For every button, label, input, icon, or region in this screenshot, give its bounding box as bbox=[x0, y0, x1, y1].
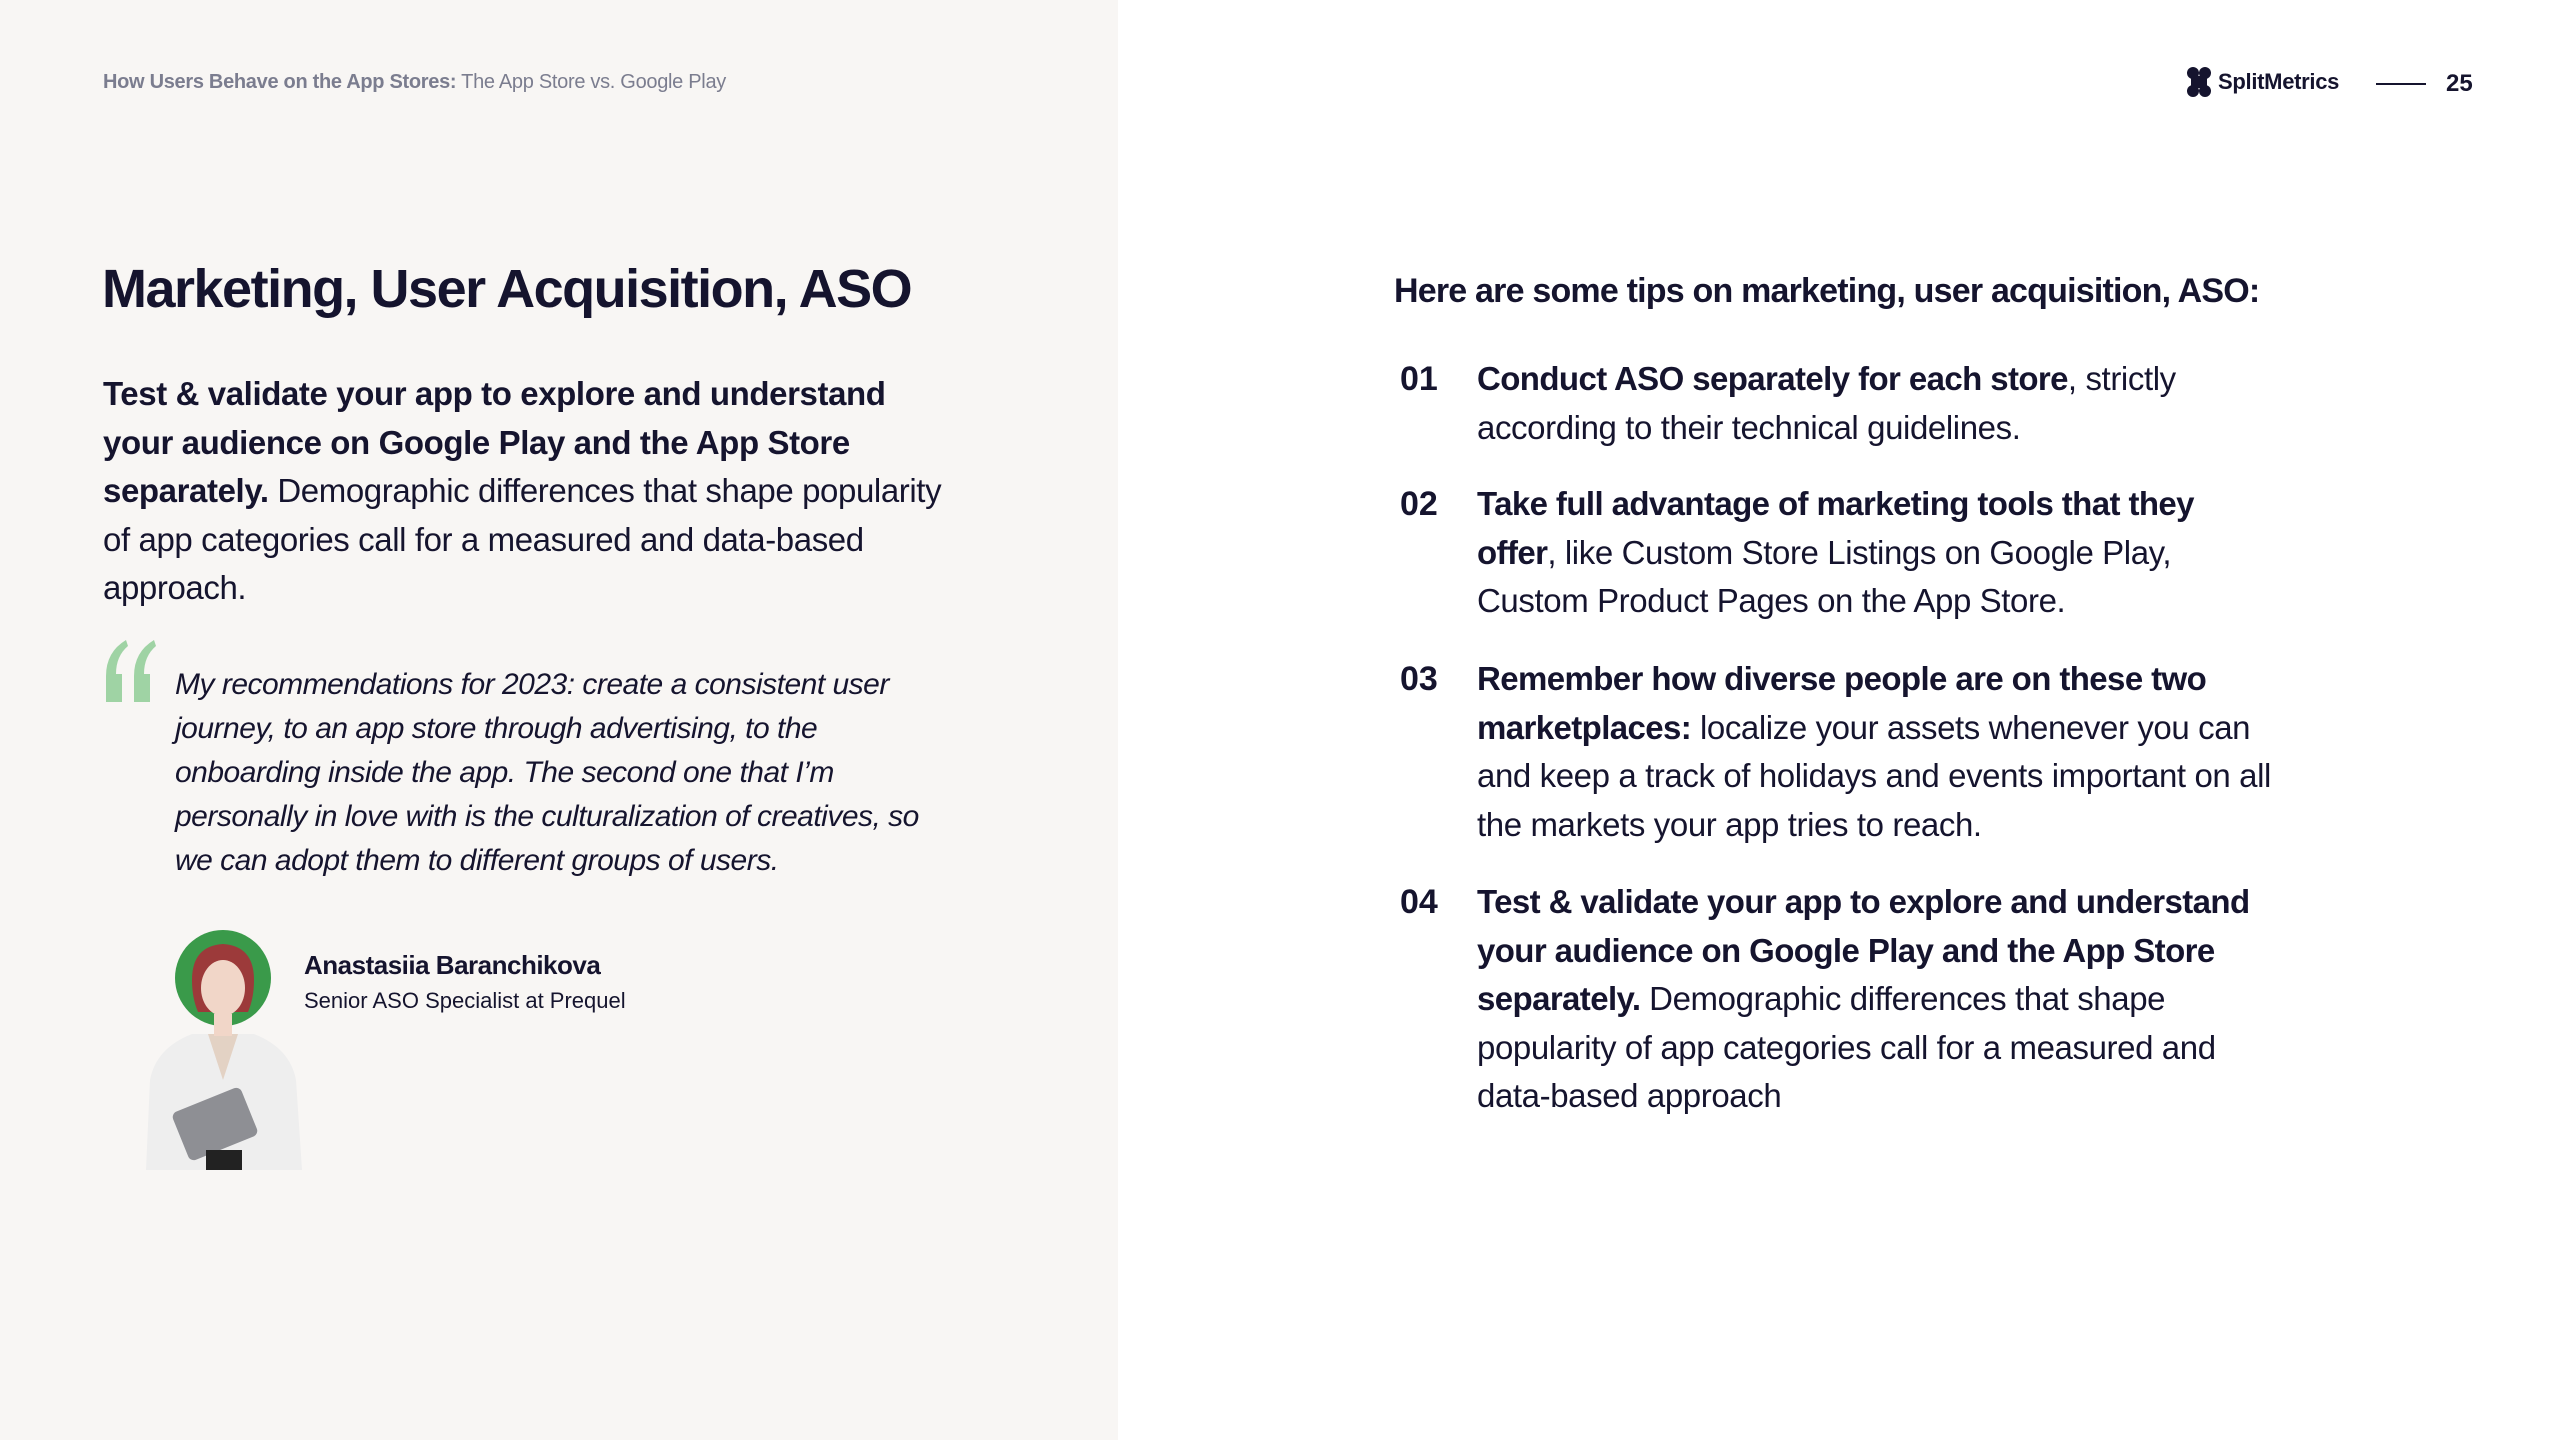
brand-name: SplitMetrics bbox=[2218, 69, 2340, 94]
tips-title: Here are some tips on marketing, user acquisition, ASO: bbox=[1394, 272, 2260, 310]
intro-paragraph bbox=[103, 370, 963, 613]
quote-text: My recommendations for 2023: create a consistent user journey, to an app store through advertising, to the onboarding inside the app. The second one that I’m personally in love with is the culturalization of creatives, so we can adopt them to different groups of users. bbox=[175, 668, 919, 877]
tip-text bbox=[1477, 355, 2277, 452]
tip-bold: Take full advantage of marketing tools that they offer bbox=[1477, 485, 2194, 571]
tip-text bbox=[1477, 480, 2277, 626]
header-divider bbox=[2376, 83, 2426, 85]
breadcrumb-rest: The App Store vs. Google Play bbox=[456, 71, 726, 93]
tip-rest: , strictly according to their technical guidelines. bbox=[1477, 360, 2176, 446]
page-title: Marketing, User Acquisition, ASO bbox=[102, 259, 912, 319]
intro-bold: Test & validate your app to explore and understand your audience on Google Play and the App Store separately. bbox=[103, 375, 886, 509]
tip-number: 04 bbox=[1400, 883, 1438, 921]
tip-rest: localize your assets whenever you can and keep a track of holidays and events important on all the markets your app tries to reach. bbox=[1477, 708, 2271, 843]
brand bbox=[2186, 66, 2339, 98]
breadcrumb bbox=[103, 71, 726, 94]
tip-bold: Test & validate your app to explore and understand your audience on Google Play and the App Store separately. bbox=[1477, 883, 2250, 1017]
splitmetrics-logo-icon bbox=[2186, 66, 2212, 98]
author-name: Anastasiia Baranchikova bbox=[304, 950, 601, 980]
tip-number: 03 bbox=[1400, 660, 1438, 698]
tip-text bbox=[1477, 878, 2277, 1121]
tip-number: 02 bbox=[1400, 485, 1438, 523]
tip-text bbox=[1477, 655, 2277, 849]
tip-number: 01 bbox=[1400, 360, 1438, 398]
intro-rest: Demographic differences that shape popularity of app categories call for a measured and data-based approach. bbox=[103, 472, 942, 606]
tip-bold: Remember how diverse people are on these two marketplaces: bbox=[1477, 660, 2207, 746]
breadcrumb-bold: How Users Behave on the App Stores: bbox=[103, 71, 457, 93]
page-number: 25 bbox=[2446, 70, 2473, 97]
tip-bold: Conduct ASO separately for each store bbox=[1477, 360, 2068, 397]
author-role: Senior ASO Specialist at Prequel bbox=[304, 988, 626, 1013]
tip-rest: , like Custom Store Listings on Google Play, Custom Product Pages on the App Store. bbox=[1477, 533, 2172, 619]
avatar bbox=[126, 930, 316, 1170]
tip-rest: Demographic differences that shape popularity of app categories call for a measured and data-based approach bbox=[1477, 980, 2216, 1114]
quote-mark-icon bbox=[100, 640, 156, 702]
